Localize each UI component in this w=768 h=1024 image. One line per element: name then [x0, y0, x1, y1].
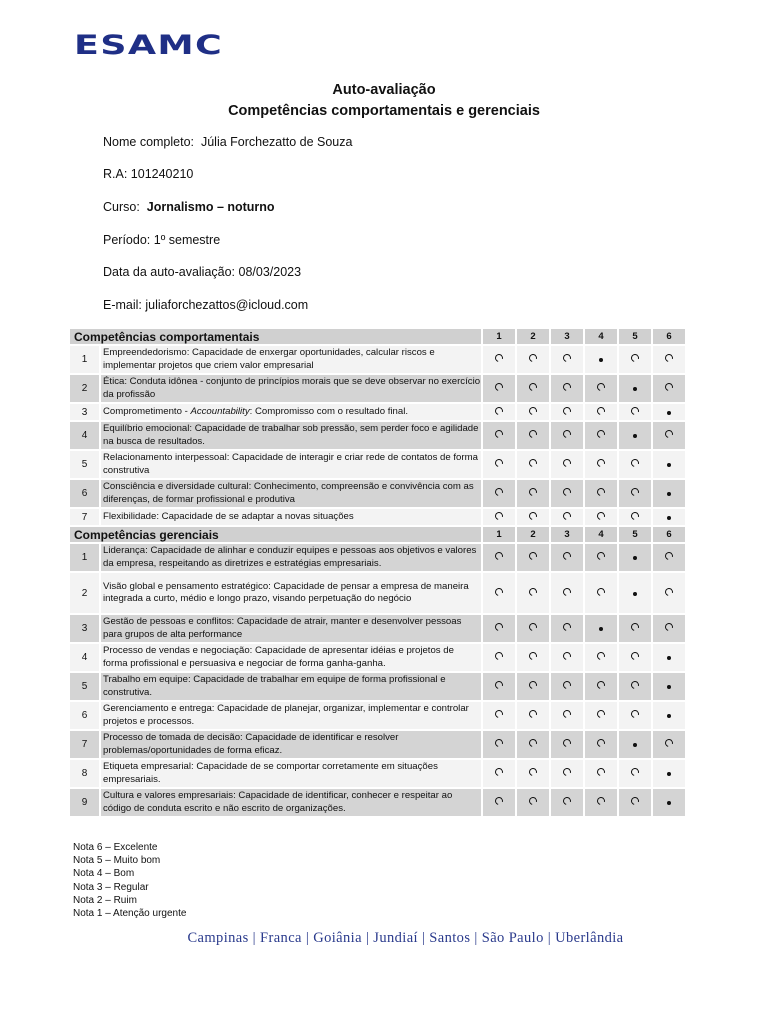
rating-cell-2[interactable] — [517, 480, 549, 507]
rating-cell-6[interactable] — [653, 346, 685, 373]
description-italic: Accountability — [190, 405, 250, 417]
radio-ring-icon — [528, 551, 539, 562]
radio-ring-icon — [494, 738, 505, 749]
rating-cell-2[interactable] — [517, 673, 549, 700]
radio-ring-icon — [494, 458, 505, 469]
legend-item: Nota 6 – Excelente — [73, 842, 158, 853]
rating-cell-2[interactable] — [517, 644, 549, 671]
nome-label: Nome completo: — [103, 135, 195, 149]
rating-cell-6[interactable] — [653, 673, 685, 700]
selected-dot-icon — [599, 627, 603, 631]
rating-cell-1[interactable] — [483, 422, 515, 449]
rating-cell-4[interactable] — [585, 673, 617, 700]
rating-cell-4[interactable] — [585, 731, 617, 758]
rating-cell-1[interactable] — [483, 375, 515, 402]
rating-cell-1[interactable] — [483, 644, 515, 671]
rating-cell-1[interactable] — [483, 451, 515, 478]
competency-row — [70, 451, 685, 478]
row-number: 1 — [70, 346, 99, 373]
row-number: 1 — [70, 544, 99, 571]
selected-dot-icon — [633, 592, 637, 596]
radio-ring-icon — [562, 767, 573, 778]
field-curso — [103, 200, 275, 214]
radio-ring-icon — [494, 622, 505, 633]
radio-ring-icon — [596, 405, 607, 416]
radio-ring-icon — [494, 586, 505, 597]
radio-ring-icon — [562, 651, 573, 662]
rating-cell-4[interactable] — [585, 451, 617, 478]
selected-dot-icon — [633, 556, 637, 560]
radio-ring-icon — [596, 767, 607, 778]
rating-cell-5[interactable] — [619, 375, 651, 402]
radio-ring-icon — [528, 429, 539, 440]
rating-cell-4[interactable] — [585, 509, 617, 525]
radio-ring-icon — [630, 680, 641, 691]
radio-ring-icon — [562, 738, 573, 749]
radio-ring-icon — [596, 510, 607, 521]
rating-cell-1[interactable] — [483, 404, 515, 420]
rating-cell-6[interactable] — [653, 480, 685, 507]
radio-ring-icon — [528, 709, 539, 720]
competency-row — [70, 573, 685, 613]
competency-row — [70, 544, 685, 571]
rating-cell-6[interactable] — [653, 615, 685, 642]
row-number: 3 — [70, 615, 99, 642]
competency-description: Consciência e diversidade cultural: Conhecimento, compreensão e convivência com as diferenças, de formar profissional e produtiva — [101, 480, 481, 507]
competency-description: Processo de vendas e negociação: Capacidade de apresentar idéias e projetos de forma profissional e persuasiva e negociar de forma ganha-ganha. — [101, 644, 481, 671]
rating-cell-6[interactable] — [653, 451, 685, 478]
competency-description: Trabalho em equipe: Capacidade de trabalhar em equipe de forma profissional e construtiva. — [101, 673, 481, 700]
rating-cell-5[interactable] — [619, 644, 651, 671]
radio-ring-icon — [562, 709, 573, 720]
radio-ring-icon — [562, 796, 573, 807]
competency-row — [70, 509, 685, 525]
competency-row — [70, 346, 685, 373]
radio-ring-icon — [528, 680, 539, 691]
field-periodo — [103, 233, 220, 247]
radio-ring-icon — [562, 680, 573, 691]
radio-ring-icon — [528, 405, 539, 416]
radio-ring-icon — [596, 586, 607, 597]
rating-cell-5[interactable] — [619, 422, 651, 449]
radio-ring-icon — [596, 382, 607, 393]
rating-cell-6[interactable] — [653, 644, 685, 671]
rating-cell-2[interactable] — [517, 544, 549, 571]
rating-cell-4[interactable] — [585, 760, 617, 787]
radio-ring-icon — [494, 382, 505, 393]
radio-ring-icon — [562, 586, 573, 597]
radio-ring-icon — [494, 767, 505, 778]
rating-cell-2[interactable] — [517, 702, 549, 729]
radio-ring-icon — [630, 767, 641, 778]
page-subtitle: Competências comportamentais e gerenciais — [228, 103, 540, 119]
radio-ring-icon — [630, 622, 641, 633]
radio-ring-icon — [528, 510, 539, 521]
rating-cell-4[interactable] — [585, 544, 617, 571]
selected-dot-icon — [633, 743, 637, 747]
grade-legend — [73, 841, 186, 920]
rating-cell-2[interactable] — [517, 404, 549, 420]
ra-value: 101240210 — [130, 167, 194, 181]
rating-cell-3[interactable] — [551, 375, 583, 402]
scale-header-5: 5 — [619, 527, 651, 542]
competency-row — [70, 731, 685, 758]
selected-dot-icon — [667, 463, 671, 467]
rating-cell-6[interactable] — [653, 731, 685, 758]
competency-row — [70, 375, 685, 402]
competency-description: Visão global e pensamento estratégico: Capacidade de pensar a empresa de maneira integrada a curto, médio e longo prazo, visando perpetuação do negócio — [101, 573, 481, 613]
radio-ring-icon — [596, 458, 607, 469]
rating-cell-5[interactable] — [619, 451, 651, 478]
radio-ring-icon — [528, 622, 539, 633]
radio-ring-icon — [494, 796, 505, 807]
radio-ring-icon — [562, 429, 573, 440]
row-number: 5 — [70, 451, 99, 478]
scale-header-6: 6 — [653, 329, 685, 344]
radio-ring-icon — [494, 709, 505, 720]
rating-cell-3[interactable] — [551, 644, 583, 671]
competency-row — [70, 422, 685, 449]
description-prefix: Comprometimento - — [103, 405, 191, 417]
row-number: 7 — [70, 509, 99, 525]
radio-ring-icon — [630, 353, 641, 364]
rating-cell-3[interactable] — [551, 731, 583, 758]
radio-ring-icon — [596, 551, 607, 562]
radio-ring-icon — [528, 487, 539, 498]
rating-cell-1[interactable] — [483, 760, 515, 787]
radio-ring-icon — [596, 487, 607, 498]
row-number: 6 — [70, 480, 99, 507]
rating-cell-1[interactable] — [483, 702, 515, 729]
footer-cities: Campinas | Franca | Goiânia | Jundiaí | Santos | São Paulo | Uberlândia — [187, 930, 624, 946]
section-title: Competências comportamentais — [70, 329, 481, 344]
rating-cell-4[interactable] — [585, 422, 617, 449]
email-value: juliaforchezattos@icloud.com — [145, 298, 309, 312]
curso-label: Curso: — [103, 200, 140, 214]
rating-cell-3[interactable] — [551, 404, 583, 420]
rating-cell-2[interactable] — [517, 731, 549, 758]
radio-ring-icon — [630, 405, 641, 416]
legend-item: Nota 5 – Muito bom — [73, 855, 161, 867]
competency-description: Equilíbrio emocional: Capacidade de trabalhar sob pressão, sem perder foco e agilidade na busca de resultados. — [101, 422, 481, 449]
radio-ring-icon — [562, 551, 573, 562]
scale-header-2: 2 — [517, 329, 549, 344]
field-nome — [103, 135, 352, 149]
competency-row — [70, 615, 685, 642]
radio-ring-icon — [630, 510, 641, 521]
row-number: 4 — [70, 422, 99, 449]
radio-ring-icon — [596, 651, 607, 662]
page-title: Auto-avaliação — [332, 82, 436, 98]
radio-ring-icon — [528, 651, 539, 662]
field-ra — [103, 167, 193, 181]
rating-cell-2[interactable] — [517, 346, 549, 373]
competency-description: Gerenciamento e entrega: Capacidade de planejar, organizar, implementar e controlar projetos e processos. — [101, 702, 481, 729]
rating-cell-2[interactable] — [517, 509, 549, 525]
radio-ring-icon — [630, 487, 641, 498]
rating-cell-3[interactable] — [551, 422, 583, 449]
rating-cell-4[interactable] — [585, 404, 617, 420]
selected-dot-icon — [633, 387, 637, 391]
radio-ring-icon — [596, 709, 607, 720]
radio-ring-icon — [562, 622, 573, 633]
competency-row — [70, 789, 685, 816]
row-number: 3 — [70, 404, 99, 420]
rating-cell-6[interactable] — [653, 375, 685, 402]
rating-cell-1[interactable] — [483, 615, 515, 642]
competency-description — [101, 404, 481, 420]
radio-ring-icon — [528, 738, 539, 749]
rating-cell-4[interactable] — [585, 346, 617, 373]
rating-cell-6[interactable] — [653, 760, 685, 787]
rating-cell-3[interactable] — [551, 615, 583, 642]
radio-ring-icon — [494, 651, 505, 662]
rating-cell-5[interactable] — [619, 509, 651, 525]
rating-cell-3[interactable] — [551, 346, 583, 373]
row-number: 4 — [70, 644, 99, 671]
rating-cell-5[interactable] — [619, 346, 651, 373]
competency-description: Relacionamento interpessoal: Capacidade de interagir e criar rede de contatos de forma construtiva — [101, 451, 481, 478]
radio-ring-icon — [528, 586, 539, 597]
selected-dot-icon — [667, 411, 671, 415]
rating-cell-3[interactable] — [551, 789, 583, 816]
radio-ring-icon — [596, 429, 607, 440]
rating-cell-6[interactable] — [653, 702, 685, 729]
row-number: 2 — [70, 375, 99, 402]
radio-ring-icon — [494, 405, 505, 416]
section-header — [70, 329, 685, 344]
scale-header-3: 3 — [551, 329, 583, 344]
scale-header-4: 4 — [585, 527, 617, 542]
scale-header-3: 3 — [551, 527, 583, 542]
radio-ring-icon — [664, 622, 675, 633]
scale-header-1: 1 — [483, 527, 515, 542]
rating-cell-4[interactable] — [585, 644, 617, 671]
radio-ring-icon — [528, 353, 539, 364]
competency-description: Cultura e valores empresariais: Capacidade de identificar, conhecer e respeitar ao código de conduta escrito e não escrito de organizações. — [101, 789, 481, 816]
radio-ring-icon — [664, 551, 675, 562]
periodo-value: 1º semestre — [153, 233, 221, 247]
row-number: 5 — [70, 673, 99, 700]
rating-cell-6[interactable] — [653, 544, 685, 571]
selected-dot-icon — [667, 801, 671, 805]
radio-ring-icon — [596, 796, 607, 807]
competency-description: Liderança: Capacidade de alinhar e conduzir equipes e pessoas aos objetivos e valores da empresa, respeitando as diretrizes e estratégias empresariais. — [101, 544, 481, 571]
competency-row — [70, 404, 685, 420]
rating-cell-5[interactable] — [619, 615, 651, 642]
periodo-label: Período: — [103, 233, 151, 247]
selected-dot-icon — [667, 656, 671, 660]
rating-cell-5[interactable] — [619, 673, 651, 700]
competency-description: Processo de tomada de decisão: Capacidade de identificar e resolver problemas/oportunidades de forma eficaz. — [101, 731, 481, 758]
evaluation-table — [68, 327, 687, 818]
rating-cell-2[interactable] — [517, 615, 549, 642]
rating-cell-3[interactable] — [551, 673, 583, 700]
selected-dot-icon — [667, 492, 671, 496]
radio-ring-icon — [664, 586, 675, 597]
rating-cell-5[interactable] — [619, 544, 651, 571]
radio-ring-icon — [528, 458, 539, 469]
selected-dot-icon — [633, 434, 637, 438]
selected-dot-icon — [599, 358, 603, 362]
competency-description: Gestão de pessoas e conflitos: Capacidade de atrair, manter e desenvolver pessoas para grupos de alta performance — [101, 615, 481, 642]
radio-ring-icon — [562, 353, 573, 364]
competency-description: Ética: Conduta idônea - conjunto de princípios morais que se deve observar no exercício da profissão — [101, 375, 481, 402]
rating-cell-4[interactable] — [585, 480, 617, 507]
rating-cell-6[interactable] — [653, 509, 685, 525]
radio-ring-icon — [494, 429, 505, 440]
rating-cell-1[interactable] — [483, 544, 515, 571]
rating-cell-6[interactable] — [653, 422, 685, 449]
rating-cell-1[interactable] — [483, 573, 515, 613]
rating-cell-5[interactable] — [619, 573, 651, 613]
rating-cell-5[interactable] — [619, 702, 651, 729]
rating-cell-6[interactable] — [653, 789, 685, 816]
rating-cell-1[interactable] — [483, 789, 515, 816]
legend-item: Nota 1 – Atenção urgente — [73, 908, 187, 920]
rating-cell-3[interactable] — [551, 509, 583, 525]
scale-header-2: 2 — [517, 527, 549, 542]
radio-ring-icon — [562, 458, 573, 469]
selected-dot-icon — [667, 772, 671, 776]
radio-ring-icon — [562, 487, 573, 498]
radio-ring-icon — [630, 458, 641, 469]
competency-description: Etiqueta empresarial: Capacidade de se comportar corretamente em situações empresariais. — [101, 760, 481, 787]
competency-row — [70, 480, 685, 507]
radio-ring-icon — [528, 382, 539, 393]
competency-row — [70, 760, 685, 787]
radio-ring-icon — [664, 738, 675, 749]
rating-cell-3[interactable] — [551, 702, 583, 729]
scale-header-1: 1 — [483, 329, 515, 344]
rating-cell-2[interactable] — [517, 789, 549, 816]
radio-ring-icon — [562, 510, 573, 521]
competency-description: Empreendedorismo: Capacidade de enxergar oportunidades, calcular riscos e implementar projetos que criem valor empresarial — [101, 346, 481, 373]
radio-ring-icon — [494, 551, 505, 562]
radio-ring-icon — [562, 405, 573, 416]
email-label: E-mail: — [103, 298, 142, 312]
esamc-logo: ESAMC — [74, 30, 224, 61]
radio-ring-icon — [494, 353, 505, 364]
rating-cell-3[interactable] — [551, 760, 583, 787]
row-number: 9 — [70, 789, 99, 816]
rating-cell-2[interactable] — [517, 451, 549, 478]
rating-cell-3[interactable] — [551, 544, 583, 571]
ra-label: R.A: — [103, 167, 128, 181]
scale-header-5: 5 — [619, 329, 651, 344]
rating-cell-5[interactable] — [619, 480, 651, 507]
rating-cell-3[interactable] — [551, 451, 583, 478]
legend-item: Nota 2 – Ruim — [73, 894, 137, 906]
data-value: 08/03/2023 — [238, 265, 302, 279]
competency-row — [70, 644, 685, 671]
selected-dot-icon — [667, 516, 671, 520]
rating-cell-2[interactable] — [517, 573, 549, 613]
rating-cell-1[interactable] — [483, 673, 515, 700]
rating-cell-6[interactable] — [653, 404, 685, 420]
radio-ring-icon — [494, 510, 505, 521]
legend-item: Nota 3 – Regular — [73, 881, 149, 893]
row-number: 6 — [70, 702, 99, 729]
rating-cell-6[interactable] — [653, 573, 685, 613]
radio-ring-icon — [596, 680, 607, 691]
field-email — [103, 298, 308, 312]
rating-cell-4[interactable] — [585, 702, 617, 729]
rating-cell-5[interactable] — [619, 789, 651, 816]
selected-dot-icon — [667, 685, 671, 689]
scale-header-6: 6 — [653, 527, 685, 542]
radio-ring-icon — [494, 487, 505, 498]
field-data — [103, 265, 301, 279]
radio-ring-icon — [630, 709, 641, 720]
nome-value: Júlia Forchezatto de Souza — [200, 135, 353, 149]
row-number: 8 — [70, 760, 99, 787]
data-label: Data da auto-avaliação: — [103, 265, 236, 279]
radio-ring-icon — [630, 651, 641, 662]
radio-ring-icon — [562, 382, 573, 393]
rating-cell-1[interactable] — [483, 509, 515, 525]
selected-dot-icon — [667, 714, 671, 718]
rating-cell-3[interactable] — [551, 573, 583, 613]
radio-ring-icon — [494, 680, 505, 691]
rating-cell-2[interactable] — [517, 422, 549, 449]
rating-cell-5[interactable] — [619, 404, 651, 420]
section-title: Competências gerenciais — [70, 527, 481, 542]
rating-cell-1[interactable] — [483, 346, 515, 373]
radio-ring-icon — [596, 738, 607, 749]
rating-cell-4[interactable] — [585, 573, 617, 613]
radio-ring-icon — [528, 767, 539, 778]
rating-cell-2[interactable] — [517, 760, 549, 787]
radio-ring-icon — [664, 382, 675, 393]
competency-row — [70, 673, 685, 700]
description-suffix: : Compromisso com o resultado final. — [249, 405, 408, 417]
legend-item: Nota 4 – Bom — [73, 868, 135, 880]
radio-ring-icon — [664, 429, 675, 440]
rating-cell-1[interactable] — [483, 731, 515, 758]
rating-cell-5[interactable] — [619, 731, 651, 758]
section-header — [70, 527, 685, 542]
rating-cell-4[interactable] — [585, 615, 617, 642]
radio-ring-icon — [528, 796, 539, 807]
scale-header-4: 4 — [585, 329, 617, 344]
radio-ring-icon — [664, 353, 675, 364]
rating-cell-2[interactable] — [517, 375, 549, 402]
rating-cell-4[interactable] — [585, 789, 617, 816]
rating-cell-3[interactable] — [551, 480, 583, 507]
row-number: 7 — [70, 731, 99, 758]
rating-cell-5[interactable] — [619, 760, 651, 787]
rating-cell-4[interactable] — [585, 375, 617, 402]
competency-description: Flexibilidade: Capacidade de se adaptar a novas situações — [101, 509, 481, 525]
competency-row — [70, 702, 685, 729]
curso-value: Jornalismo – noturno — [146, 200, 275, 214]
row-number: 2 — [70, 573, 99, 613]
rating-cell-1[interactable] — [483, 480, 515, 507]
radio-ring-icon — [630, 796, 641, 807]
